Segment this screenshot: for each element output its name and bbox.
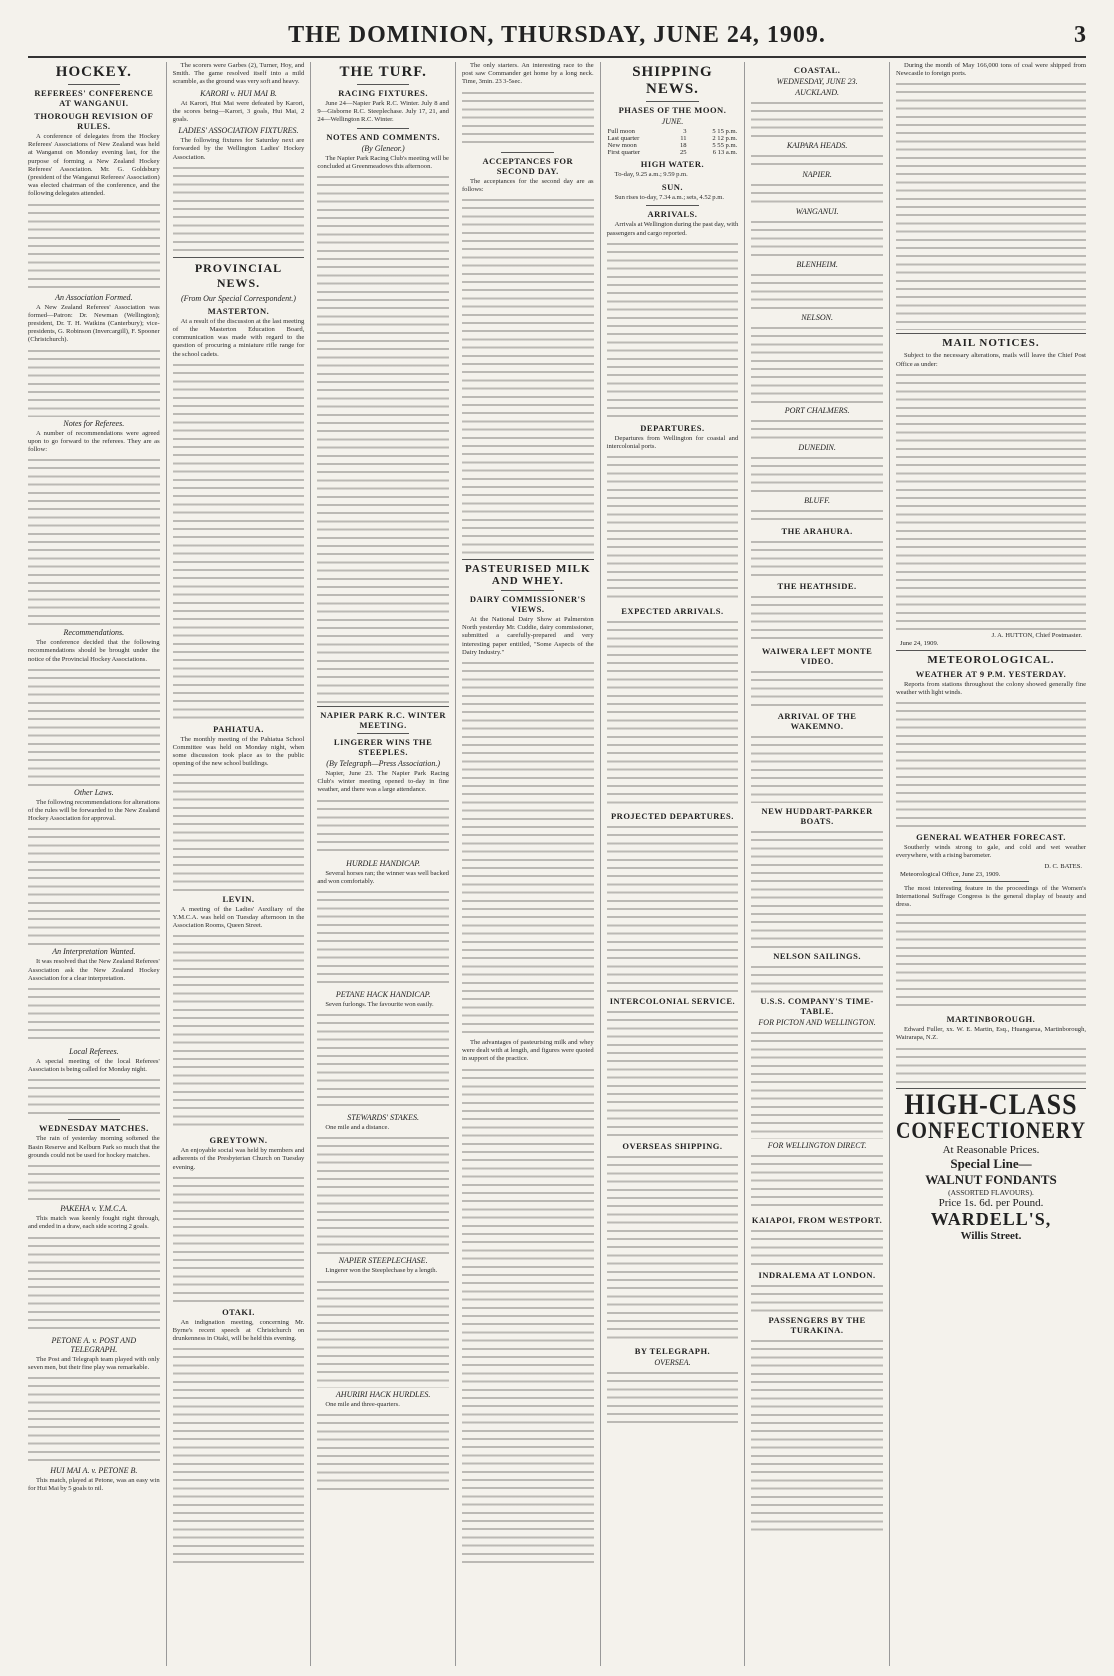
column-turf <box>311 62 456 1666</box>
text-block <box>462 196 594 556</box>
text-block <box>751 1337 883 1537</box>
article-paragraph: Seven furlongs. The favourite won easily. <box>325 1001 434 1009</box>
text-block <box>751 1282 883 1312</box>
article-paragraph: Subject to the necessary alterations, mails will leave the Chief Post Office as under: <box>895 352 1087 368</box>
text-block <box>28 666 160 786</box>
text-block <box>751 593 883 643</box>
text-block <box>751 733 883 803</box>
moon-time: 6 13 a.m. <box>712 149 738 156</box>
column-notices <box>890 62 1092 1666</box>
port-heading: AUCKLAND. <box>795 88 839 97</box>
turf-subheading: NAPIER PARK R.C. WINTER MEETING. <box>320 710 446 731</box>
article-paragraph: The only starters. An interesting race to the post saw Commander get home by a long neck. Time, 3min. 23 3-5sec. <box>461 62 594 86</box>
text-block <box>28 1076 160 1116</box>
text-block <box>28 201 160 291</box>
moon-phase: First quarter <box>607 149 641 156</box>
article-paragraph: A meeting of the Ladies' Auxiliary of the Y.M.C.A. was held on Tuesday afternoon in the Association Rooms, Queen Street. <box>172 905 305 930</box>
port-heading: DUNEDIN. <box>798 443 836 452</box>
article-paragraph: The advantages of pasteurising milk and whey were dealt with at length, and figures were quoted in support of the practice. <box>461 1039 594 1063</box>
arrivals-heading: ARRIVALS. <box>647 209 698 220</box>
port-heading: NAPIER. <box>802 170 832 179</box>
text-block <box>173 771 305 891</box>
text-block <box>751 1227 883 1267</box>
divider <box>646 101 699 102</box>
signature-date: June 24, 1909. <box>899 639 939 647</box>
divider <box>357 128 410 129</box>
text-block <box>751 181 883 205</box>
text-block <box>751 417 883 441</box>
confectionery-advert <box>895 1087 1087 1242</box>
route-heading: FOR PICTON AND WELLINGTON. <box>758 1018 876 1027</box>
port-heading: NELSON. <box>801 313 833 322</box>
mail-notices-heading: MAIL NOTICES. <box>942 337 1040 350</box>
turf-subheading: LINGERER WINS THE STEEPLES. <box>333 737 433 758</box>
article-paragraph: Edward Fuller, xx. W. E. Martin, Esq., Huangarua, Martinborough, Wairarapa, N.Z. <box>895 1026 1087 1042</box>
column-coastal <box>745 62 890 1666</box>
advert-headline: CONFECTIONERY <box>895 1117 1087 1144</box>
columns <box>22 62 1092 1666</box>
moon-phase: Full moon <box>607 128 635 135</box>
text-block <box>607 1369 739 1429</box>
shipping-heading: SHIPPING NEWS. <box>632 64 713 97</box>
text-block <box>462 89 594 149</box>
table-row <box>607 142 739 149</box>
divider <box>173 257 305 258</box>
text-block <box>896 699 1086 829</box>
ship-heading: INDRALEMA AT LONDON. <box>758 1270 876 1280</box>
weather-heading: WEATHER AT 9 P.M. YESTERDAY. <box>915 668 1067 679</box>
port-heading: WANGANUI. <box>795 207 839 216</box>
article-paragraph: The conference decided that the following recommendations should be brought under the notice of the Provincial Hockey Associations. <box>28 639 160 663</box>
divider <box>896 333 1086 334</box>
article-paragraph: A number of recommendations were agreed upon to go forward to the referees. They are as follow: <box>28 429 160 454</box>
hockey-subheading: REFEREES' CONFERENCE AT WANGANUI. <box>34 88 154 108</box>
moon-day: 3 <box>683 128 687 135</box>
text-block <box>28 456 160 626</box>
column-provincial <box>167 62 312 1666</box>
signature-date: Meteorological Office, June 23, 1909. <box>899 870 1001 878</box>
article-paragraph: At the National Dairy Show at Palmerston North yesterday Mr. Cuddie, dairy commissioner, submitted a carefully-prepared and very interesting paper entitled, "Some Aspects of the Dairy Industry." <box>461 616 594 656</box>
town-heading: MARTINBOROUGH. <box>946 1014 1036 1025</box>
text-block <box>173 361 305 721</box>
text-block <box>751 1152 883 1212</box>
table-row <box>607 135 739 142</box>
text-block <box>317 1011 449 1111</box>
text-block <box>751 271 883 311</box>
masthead <box>28 16 1086 58</box>
article-paragraph: The Post and Telegraph team played with only seven men, but their fine play was remarkable. <box>28 1355 160 1371</box>
town-heading: GREYTOWN. <box>209 1135 268 1146</box>
text-block <box>896 371 1086 631</box>
hockey-subheading: Recommendations. <box>63 628 125 638</box>
article-paragraph: Arrivals at Wellington during the past day, with passengers and cargo reported. <box>606 221 739 237</box>
text-block <box>751 828 883 948</box>
turf-heading: THE TURF. <box>339 64 427 80</box>
divider <box>896 650 1086 651</box>
text-block <box>896 911 1086 1011</box>
moon-day: 11 <box>680 135 687 142</box>
port-heading: BLENHEIM. <box>796 260 838 269</box>
divider <box>317 706 449 707</box>
divider <box>357 84 410 85</box>
race-heading: PETANE HACK HANDICAP. <box>335 990 431 1000</box>
article-paragraph: An indignation meeting, concerning Mr. Byrne's recent speech at Christchurch on drunkenness in Otaki, will be held this evening. <box>172 1318 305 1343</box>
article-paragraph: One mile and three-quarters. <box>325 1400 400 1408</box>
town-heading: MASTERTON. <box>207 305 270 316</box>
column-hockey <box>22 62 167 1666</box>
race-heading: NAPIER STEEPLECHASE. <box>338 1256 428 1266</box>
article-paragraph: The most interesting feature in the proceedings of the Women's International Suffrage Congress is the general display of beauty and dress. <box>895 884 1087 909</box>
advert-address: Willis Street. <box>960 1229 1022 1242</box>
article-paragraph: During the month of May 166,000 tons of coal were shipped from Newcastle to foreign ports. <box>895 62 1087 78</box>
advert-text: At Reasonable Prices. <box>942 1143 1040 1156</box>
advert-text: Special Line— <box>950 1155 1032 1171</box>
text-block <box>896 1045 1086 1085</box>
article-paragraph: The rain of yesterday morning softened the Basin Reserve and Kelburn Park so much that the grounds could not be used for hockey matches. <box>28 1135 160 1159</box>
text-block <box>607 618 739 808</box>
departures-heading: DEPARTURES. <box>640 422 705 433</box>
text-block <box>607 1008 739 1138</box>
article-paragraph: A special meeting of the local Referees' Association is being called for Monday night. <box>28 1058 160 1074</box>
divider <box>501 152 554 153</box>
race-heading: HURDLE HANDICAP. <box>346 858 421 868</box>
route-heading: FOR WELLINGTON DIRECT. <box>767 1141 867 1150</box>
text-block <box>751 963 883 993</box>
text-block <box>751 99 883 139</box>
ship-heading: WAIWERA LEFT MONTE VIDEO. <box>761 646 873 666</box>
turf-subheading: NOTES AND COMMENTS. <box>326 131 440 142</box>
text-block <box>317 1411 449 1491</box>
ship-heading: KAIAPOI, FROM WESTPORT. <box>751 1215 883 1225</box>
article-paragraph: A conference of delegates from the Hockey Referees' Associations of New Zealand was held at Wanganui on Monday evening last, for the purpose of forming a New Zealand Hockey Referees' Association. Mr. G. Goldsbury (president of the Wanganui Referees' Association) was elected chairman of the conference, and the following delegates attended. <box>28 133 160 198</box>
article-paragraph: It was resolved that the New Zealand Referees' Association ask the New Zealand Hockey Association for a clear interpretation. <box>28 958 160 982</box>
advert-headline: HIGH-CLASS <box>904 1087 1078 1121</box>
sun-heading: SUN. <box>661 182 684 193</box>
article-paragraph: The following recommendations for alterations of the rules will be forwarded to the New Zealand Hockey Association for approval. <box>28 798 160 823</box>
moon-month: JUNE. <box>661 117 684 126</box>
text-block <box>317 1134 449 1254</box>
divider <box>646 205 699 206</box>
port-heading: KAIPARA HEADS. <box>786 141 848 150</box>
text-block <box>607 823 739 993</box>
hockey-subheading: HUI MAI A. v. PETONE B. <box>50 1465 138 1475</box>
hockey-subheading: PAKEHA v. Y.M.C.A. <box>60 1204 128 1214</box>
ship-heading: U.S.S. COMPANY'S TIME-TABLE. <box>760 996 874 1016</box>
article-paragraph: At Karori, Hui Mai were defeated by Karori, the scores being—Karori, 3 goals, Hui Mai, 2 goals. <box>172 99 305 124</box>
article-paragraph: One mile and a distance. <box>325 1124 390 1132</box>
text-block <box>607 1153 739 1343</box>
hockey-subheading: Notes for Referees. <box>63 418 125 428</box>
article-paragraph: June 24—Napier Park R.C. Winter. July 8 and 9—Gisborne R.C. Steeplechase. July 17, 21, and 24—Wellington R.C. Winter. <box>317 100 449 124</box>
turf-byline: (By Telegraph—Press Association.) <box>326 759 440 769</box>
table-row <box>607 128 739 135</box>
text-block <box>173 932 305 1132</box>
intercolonial-heading: INTERCOLONIAL SERVICE. <box>609 996 736 1007</box>
hockey-subheading: Other Laws. <box>74 787 114 797</box>
text-block <box>28 825 160 945</box>
divider <box>68 84 121 85</box>
ship-heading: ARRIVAL OF THE WAKEMNO. <box>777 711 857 731</box>
text-block <box>317 1278 449 1388</box>
text-block <box>751 538 883 578</box>
text-block <box>751 668 883 708</box>
text-block <box>607 240 739 420</box>
article-paragraph: The acceptances for the second day are as follows: <box>461 177 594 193</box>
sun-text: Sun rises to-day, 7.34 a.m.; sets, 4.52 p.m. <box>614 194 725 202</box>
text-block <box>173 1345 305 1565</box>
text-block <box>317 888 449 988</box>
moon-phase: New moon <box>607 142 637 149</box>
high-water-text: To-day, 9.25 a.m.; 9.59 p.m. <box>614 171 688 178</box>
hockey-subheading: An Interpretation Wanted. <box>52 947 136 957</box>
signature: J. A. HUTTON, Chief Postmaster. <box>991 631 1083 639</box>
table-row <box>607 149 739 156</box>
article-paragraph: The scorers were Garbes (2), Turner, Hoy, and Smith. The game resolved itself into a mild scramble, as the ground was very soft and heavy. <box>172 62 305 86</box>
projected-departures-heading: PROJECTED DEPARTURES. <box>610 811 734 822</box>
signature: D. C. BATES. <box>1044 862 1083 870</box>
turf-byline: (By Gleneor.) <box>361 143 405 153</box>
race-heading: STEWARDS' STAKES. <box>347 1113 419 1123</box>
ship-heading: NELSON SAILINGS. <box>773 951 862 961</box>
text-block <box>751 152 883 168</box>
hockey-subheading: PETONE A. v. POST AND TELEGRAPH. <box>51 1335 137 1354</box>
moon-time: 5 15 p.m. <box>712 128 738 135</box>
port-heading: PORT CHALMERS. <box>784 406 850 415</box>
hockey-subheading: THOROUGH REVISION OF RULES. <box>34 111 154 131</box>
article-paragraph: The Napier Park Racing Club's meeting will be concluded at Greenmeadows this afternoon. <box>317 154 449 170</box>
page-number: 3 <box>1074 22 1086 48</box>
article-paragraph: Reports from stations throughout the colony showed generally fine weather with light winds. <box>895 680 1087 697</box>
divider <box>501 590 554 591</box>
text-block <box>751 454 883 494</box>
ship-heading: PASSENGERS BY THE TURAKINA. <box>768 1315 866 1335</box>
hockey-subheading: Local Referees. <box>69 1047 119 1057</box>
race-heading: AHURIRI HACK HURDLES. <box>335 1389 431 1399</box>
text-block <box>173 1174 305 1304</box>
overseas-heading: OVERSEAS SHIPPING. <box>622 1141 723 1152</box>
text-block <box>751 218 883 258</box>
article-paragraph: At a result of the discussion at the last meeting of the Masterton Education Board, communication was made with regard to the question of procuring a miniature rifle range for the school cadets. <box>172 317 305 358</box>
article-paragraph: The monthly meeting of the Pahiatua School Committee was held on Monday night, when some discussion took place as to the public opening of the new school buildings. <box>172 735 305 768</box>
moon-day: 25 <box>680 149 687 156</box>
text-block <box>751 1029 883 1139</box>
advert-price: Price 1s. 6d. per Pound. <box>938 1196 1044 1209</box>
article-paragraph: Lingerer won the Steeplechase by a length. <box>325 1267 438 1275</box>
article-paragraph: This match, played at Petone, was an easy win for Hui Mai by 5 goals to nil. <box>28 1476 160 1493</box>
text-block <box>28 1162 160 1202</box>
column-shipping <box>601 62 746 1666</box>
text-block <box>28 1374 160 1464</box>
high-water-heading: HIGH WATER. <box>640 159 705 169</box>
advert-text: (ASSORTED FLAVOURS). <box>948 1187 1034 1197</box>
text-block <box>751 324 883 404</box>
text-block <box>28 1234 160 1334</box>
text-block <box>173 164 305 254</box>
dairy-subheading: DAIRY COMMISSIONER'S VIEWS. <box>469 594 586 615</box>
moon-heading: PHASES OF THE MOON. <box>618 105 727 115</box>
hockey-heading: HOCKEY. <box>55 64 132 80</box>
column-dairy <box>456 62 601 1666</box>
article-paragraph: Several horses ran; the winner was well backed and won comfortably. <box>317 869 449 885</box>
moon-phase: Last quarter <box>607 135 640 142</box>
hockey-subheading: WEDNESDAY MATCHES. <box>38 1123 149 1134</box>
meteorological-heading: METEOROLOGICAL. <box>927 653 1055 666</box>
article-paragraph: The following fixtures for Saturday next are forwarded by the Wellington Ladies' Hockey Association. <box>172 137 305 161</box>
text-block <box>751 507 883 523</box>
text-block <box>28 985 160 1045</box>
ship-heading: NEW HUDDART-PARKER BOATS. <box>761 806 873 826</box>
text-block <box>896 80 1086 330</box>
telegraph-heading: BY TELEGRAPH. <box>634 1346 711 1357</box>
coastal-heading: COASTAL. <box>793 65 841 75</box>
divider <box>68 1119 121 1120</box>
article-paragraph: This match was keenly fought right through, and ended in a draw, each side scoring 2 goals. <box>28 1215 160 1231</box>
moon-time: 2 12 p.m. <box>712 135 738 142</box>
acceptances-heading: ACCEPTANCES FOR SECOND DAY. <box>482 155 574 176</box>
ship-heading: THE ARAHURA. <box>781 526 853 536</box>
divider <box>953 881 1029 882</box>
divider <box>462 559 594 560</box>
coastal-date: WEDNESDAY, JUNE 23. <box>776 77 858 86</box>
provincial-heading: PROVINCIAL NEWS. <box>194 260 283 290</box>
text-block <box>462 1066 594 1566</box>
text-block <box>462 659 594 1039</box>
advert-brand: WARDELL'S, <box>930 1208 1052 1229</box>
advert-product: WALNUT FONDANTS <box>925 1171 1057 1187</box>
article-subheading: LADIES' ASSOCIATION FIXTURES. <box>178 126 299 136</box>
moon-time: 5 55 p.m. <box>712 142 738 149</box>
article-paragraph: Southerly winds strong to gale, and cold and wet weather everywhere, with a rising barometer. <box>895 844 1087 860</box>
turf-subheading: RACING FIXTURES. <box>338 88 428 98</box>
moon-day: 18 <box>680 142 687 149</box>
text-block <box>317 797 449 857</box>
hockey-subheading: An Association Formed. <box>55 292 133 302</box>
town-heading: PAHIATUA. <box>213 723 264 734</box>
text-block <box>607 453 739 603</box>
article-paragraph: Departures from Wellington for coastal and intercolonial ports. <box>606 434 739 451</box>
port-heading: BLUFF. <box>804 496 831 505</box>
article-subheading: KARORI v. HUI MAI B. <box>200 88 277 98</box>
expected-arrivals-heading: EXPECTED ARRIVALS. <box>621 606 724 617</box>
oversea-heading: OVERSEA. <box>654 1358 691 1368</box>
provincial-byline: (From Our Special Correspondent.) <box>181 293 296 303</box>
divider <box>357 733 410 734</box>
text-block <box>28 347 160 417</box>
forecast-heading: GENERAL WEATHER FORECAST. <box>916 832 1066 843</box>
article-paragraph: Napier, June 23. The Napier Park Racing Club's winter meeting opened to-day in fine weather, and there was a large attendance. <box>317 770 449 794</box>
text-block <box>317 173 449 703</box>
article-paragraph: An enjoyable social was held by members and adherents of the Presbyterian Church on Tuesday evening. <box>172 1147 305 1171</box>
masthead-title: THE DOMINION, THURSDAY, JUNE 24, 1909. <box>288 22 826 48</box>
town-heading: LEVIN. <box>222 893 255 904</box>
moon-table <box>607 128 739 156</box>
ship-heading: THE HEATHSIDE. <box>777 581 857 591</box>
town-heading: OTAKI. <box>222 1306 255 1317</box>
article-paragraph: A New Zealand Referees' Association was formed—Patron: Dr. Newman (Wellington); president, Dr. T. H. Watkins (Canterbury); vice-presidents, G. Robinson (Invercargill), F. Spooner (Christchurch). <box>28 303 160 344</box>
dairy-heading: PASTEURISED MILK AND WHEY. <box>465 563 591 588</box>
